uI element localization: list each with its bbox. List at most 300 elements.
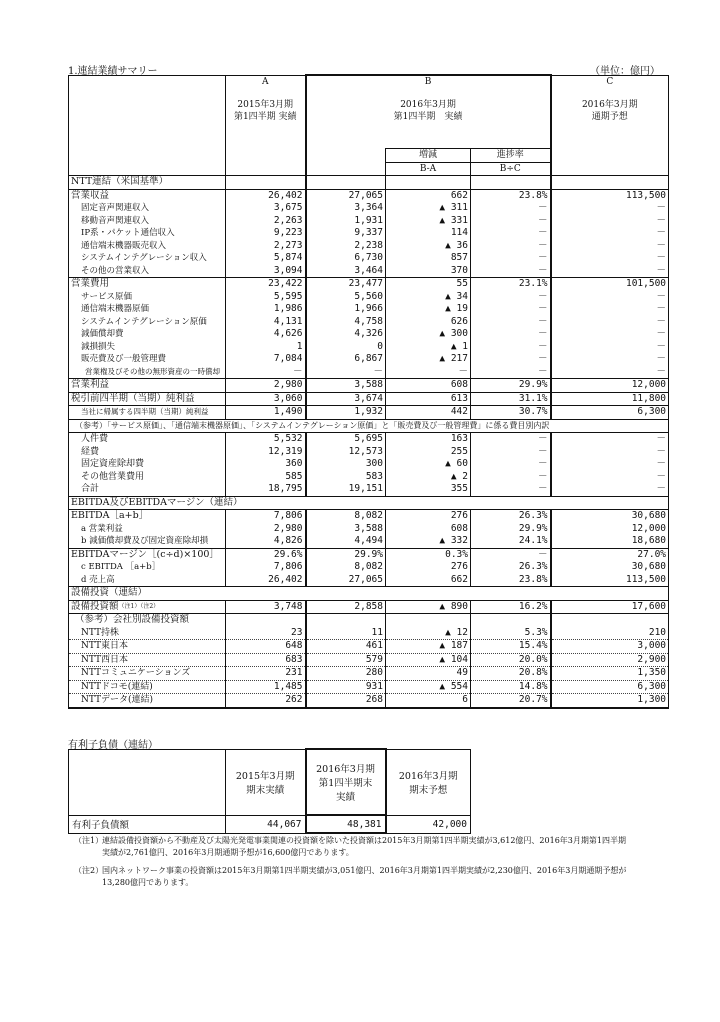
col-progress-label: 進捗率 — [471, 149, 551, 163]
row-label: NTTドコモ(連結) — [69, 680, 226, 694]
value-progress: － — [471, 215, 551, 228]
value-c: 101,500 — [551, 278, 669, 291]
summary-table — [68, 74, 669, 709]
value-c: 210 — [551, 627, 669, 640]
row-label: 通信端末機器販売収入 — [69, 240, 226, 253]
row-label: サービス原価 — [69, 291, 226, 304]
value-progress: 16.2% — [471, 600, 551, 614]
value-progress: － — [471, 446, 551, 459]
value-diff: 163 — [386, 433, 471, 446]
value-c: － — [551, 215, 669, 228]
value-c: － — [551, 291, 669, 304]
value-a: 1,986 — [226, 303, 306, 316]
section-ntt: NTT連結（米国基準） — [69, 176, 226, 190]
debt-value-3: 42,000 — [386, 815, 471, 833]
row-label: 営業費用 — [69, 278, 226, 291]
value-a: 18,795 — [226, 483, 306, 496]
value-c: 12,000 — [551, 523, 669, 536]
value-diff: ▲ 331 — [386, 215, 471, 228]
row-label: 減損損失 — [69, 341, 226, 354]
value-b: 23,477 — [306, 278, 386, 291]
row-label: a 営業利益 — [69, 523, 226, 536]
value-b: 1,931 — [306, 215, 386, 228]
value-a: 648 — [226, 640, 306, 654]
value-diff: ▲ 311 — [386, 202, 471, 215]
value-progress: － — [471, 265, 551, 278]
value-diff: 370 — [386, 265, 471, 278]
table-row — [69, 667, 669, 681]
table-row — [69, 75, 669, 89]
table-row — [69, 392, 669, 406]
value-progress: 30.7% — [471, 406, 551, 420]
debt-label: 有利子負債額 — [69, 815, 226, 833]
table-row — [69, 535, 669, 548]
value-c: 30,680 — [551, 561, 669, 574]
unit-label: （単位：億円） — [590, 66, 660, 77]
value-a: 23 — [226, 627, 306, 640]
value-progress: 23.8% — [471, 189, 551, 202]
blank — [226, 614, 306, 627]
header-blank — [226, 162, 306, 176]
value-c: 2,900 — [551, 653, 669, 667]
value-b: 8,082 — [306, 561, 386, 574]
note-1: （注1） 連結設備投資額から不動産及び太陽光発電事業関連の投資額を除いた投資額は2015年3月期第1四半期実績が3,612億円、2016年3月期第1四半期 実績が2,761億円、2016年3月期通期予想が16,600億円であります。 — [74, 836, 626, 857]
table-row — [69, 483, 669, 496]
value-diff: ▲ 332 — [386, 535, 471, 548]
row-label: 経費 — [69, 446, 226, 459]
value-c: － — [551, 227, 669, 240]
value-b: 931 — [306, 680, 386, 694]
value-b: 29.9% — [306, 548, 386, 561]
value-a: 7,806 — [226, 510, 306, 523]
value-progress: － — [471, 328, 551, 341]
value-a: 7,806 — [226, 561, 306, 574]
col-b-letter: B — [306, 75, 551, 89]
table-row — [69, 353, 669, 366]
section-capex: 設備投資（連結） — [69, 587, 669, 601]
debt-header-2: 2016年3月期 第1四半期末 実績 — [306, 749, 386, 815]
capex-ref-label: （参考）会社別設備投資額 — [69, 614, 226, 627]
table-row — [69, 341, 669, 354]
table-row — [69, 471, 669, 484]
table-row — [69, 278, 669, 291]
table-row — [69, 406, 669, 420]
value-diff: 49 — [386, 667, 471, 681]
value-progress: 29.9% — [471, 523, 551, 536]
row-label: 固定資産除却費 — [69, 458, 226, 471]
row-label: 税引前四半期（当期）純利益 — [69, 392, 226, 406]
header-blank — [69, 89, 226, 149]
table-row — [69, 215, 669, 228]
value-a: 3,748 — [226, 600, 306, 614]
value-b: 27,065 — [306, 189, 386, 202]
value-c: － — [551, 433, 669, 446]
value-c: 1,300 — [551, 694, 669, 708]
table-row — [69, 548, 669, 561]
value-b: 583 — [306, 471, 386, 484]
value-diff: ▲ 554 — [386, 680, 471, 694]
table-row — [69, 433, 669, 446]
value-progress: － — [471, 353, 551, 366]
value-a: 4,131 — [226, 316, 306, 329]
value-a: 4,626 — [226, 328, 306, 341]
value-a: 9,223 — [226, 227, 306, 240]
value-diff: 276 — [386, 561, 471, 574]
value-a: 5,532 — [226, 433, 306, 446]
value-c: 12,000 — [551, 379, 669, 393]
value-c: 113,500 — [551, 189, 669, 202]
value-c: 1,350 — [551, 667, 669, 681]
row-label: システムインテグレーション原価 — [69, 316, 226, 329]
value-progress: － — [471, 483, 551, 496]
row-label: 当社に帰属する四半期（当期）純利益 — [69, 406, 226, 420]
table-row — [69, 510, 669, 523]
reference-note: （参考）「サービス原価」、「通信端末機器原価」、「システムインテグレーション原価」と「販売費及び一般管理費」に係る費目別内訳 — [69, 419, 669, 433]
value-b: 280 — [306, 667, 386, 681]
value-a: 231 — [226, 667, 306, 681]
value-progress: 20.0% — [471, 653, 551, 667]
header-blank — [551, 162, 669, 176]
row-label: その他の営業収入 — [69, 265, 226, 278]
value-c: － — [551, 316, 669, 329]
value-a: 26,402 — [226, 189, 306, 202]
value-b: 3,588 — [306, 523, 386, 536]
value-b: 461 — [306, 640, 386, 654]
value-c: － — [551, 471, 669, 484]
value-a: 1,485 — [226, 680, 306, 694]
blank — [471, 176, 551, 190]
value-a: 5,874 — [226, 252, 306, 265]
value-a: 29.6% — [226, 548, 306, 561]
value-progress: 14.8% — [471, 680, 551, 694]
value-c: 6,300 — [551, 406, 669, 420]
row-label: 合計 — [69, 483, 226, 496]
value-progress: 5.3% — [471, 627, 551, 640]
value-diff: 662 — [386, 189, 471, 202]
row-label: NTT西日本 — [69, 653, 226, 667]
value-progress: － — [471, 202, 551, 215]
table-row — [69, 328, 669, 341]
row-label: NTT東日本 — [69, 640, 226, 654]
table-row — [69, 149, 669, 163]
row-label: 営業収益 — [69, 189, 226, 202]
value-b: 4,758 — [306, 316, 386, 329]
value-a: 4,826 — [226, 535, 306, 548]
blank — [386, 614, 471, 627]
value-b: 5,695 — [306, 433, 386, 446]
table-row — [69, 419, 669, 433]
value-diff: － — [386, 366, 471, 379]
value-c: － — [551, 252, 669, 265]
debt-value-2: 48,381 — [306, 815, 386, 833]
value-c: － — [551, 303, 669, 316]
value-b: 12,573 — [306, 446, 386, 459]
value-progress: － — [471, 291, 551, 304]
row-label: NTTデータ(連結) — [69, 694, 226, 708]
value-a: 1 — [226, 341, 306, 354]
col-diff-formula: B-A — [386, 162, 471, 176]
value-c: － — [551, 458, 669, 471]
value-progress: － — [471, 240, 551, 253]
value-diff: ▲ 12 — [386, 627, 471, 640]
value-a: 26,402 — [226, 574, 306, 587]
value-a: 1,490 — [226, 406, 306, 420]
value-progress: 15.4% — [471, 640, 551, 654]
value-diff: ▲ 19 — [386, 303, 471, 316]
value-progress: － — [471, 458, 551, 471]
value-diff: 6 — [386, 694, 471, 708]
value-diff: 626 — [386, 316, 471, 329]
value-a: 3,675 — [226, 202, 306, 215]
table-row — [69, 523, 669, 536]
value-diff: ▲ 2 — [386, 471, 471, 484]
value-diff: ▲ 34 — [386, 291, 471, 304]
table-row — [69, 176, 669, 190]
table-row — [69, 366, 669, 379]
value-b: 11 — [306, 627, 386, 640]
row-label: その他営業費用 — [69, 471, 226, 484]
capex-label: 設備投資額$^{(注1)(注2)}$ — [69, 600, 226, 614]
value-b: 1,932 — [306, 406, 386, 420]
table-row — [69, 653, 669, 667]
table-row — [69, 561, 669, 574]
value-diff: ▲ 60 — [386, 458, 471, 471]
value-a: 12,319 — [226, 446, 306, 459]
value-diff: ▲ 187 — [386, 640, 471, 654]
page-title: 1.連結業績サマリー — [68, 66, 158, 77]
row-label: 移動音声関連収入 — [69, 215, 226, 228]
value-diff: 0.3% — [386, 548, 471, 561]
table-row — [69, 614, 669, 627]
blank — [386, 176, 471, 190]
col-a-letter: A — [226, 75, 306, 89]
value-c: － — [551, 483, 669, 496]
value-progress: － — [471, 366, 551, 379]
value-c: － — [551, 366, 669, 379]
blank — [551, 614, 669, 627]
col-c-label: 2016年3月期 通期予想 — [551, 89, 669, 149]
value-c: 6,300 — [551, 680, 669, 694]
row-label: 通信端末機器原価 — [69, 303, 226, 316]
value-c: 30,680 — [551, 510, 669, 523]
value-progress: 29.9% — [471, 379, 551, 393]
value-a: 7,084 — [226, 353, 306, 366]
table-row — [69, 189, 669, 202]
value-b: 3,464 — [306, 265, 386, 278]
table-row — [69, 89, 669, 149]
blank — [306, 614, 386, 627]
table-row — [69, 458, 669, 471]
value-progress: － — [471, 252, 551, 265]
debt-header-blank — [69, 749, 226, 815]
value-diff: ▲ 36 — [386, 240, 471, 253]
table-row — [69, 265, 669, 278]
value-c: 27.0% — [551, 548, 669, 561]
debt-table — [68, 748, 471, 834]
value-b: 19,151 — [306, 483, 386, 496]
value-progress: － — [471, 471, 551, 484]
row-label: システムインテグレーション収入 — [69, 252, 226, 265]
value-b: 0 — [306, 341, 386, 354]
table-row — [69, 303, 669, 316]
debt-value-1: 44,067 — [226, 815, 306, 833]
value-progress: 20.7% — [471, 694, 551, 708]
table-row — [69, 640, 669, 654]
table-row — [69, 227, 669, 240]
value-a: 262 — [226, 694, 306, 708]
value-a: 2,980 — [226, 523, 306, 536]
value-b: 9,337 — [306, 227, 386, 240]
header-blank — [69, 75, 226, 89]
header-blank — [306, 149, 386, 163]
value-c: － — [551, 446, 669, 459]
value-b: 2,858 — [306, 600, 386, 614]
value-a: 23,422 — [226, 278, 306, 291]
table-row — [69, 496, 669, 510]
value-c: 17,600 — [551, 600, 669, 614]
value-a: 5,595 — [226, 291, 306, 304]
section-ebitda: EBITDA及びEBITDAマージン（連結） — [69, 496, 669, 510]
value-a: 2,263 — [226, 215, 306, 228]
table-row — [69, 316, 669, 329]
value-b: 6,867 — [306, 353, 386, 366]
value-diff: ▲ 104 — [386, 653, 471, 667]
value-a: 585 — [226, 471, 306, 484]
value-diff: 608 — [386, 523, 471, 536]
value-progress: 23.8% — [471, 574, 551, 587]
value-diff: 613 — [386, 392, 471, 406]
value-progress: － — [471, 227, 551, 240]
blank — [226, 176, 306, 190]
value-b: 5,560 — [306, 291, 386, 304]
blank — [471, 614, 551, 627]
value-b: 8,082 — [306, 510, 386, 523]
table-row — [69, 291, 669, 304]
row-label: IP系・パケット通信収入 — [69, 227, 226, 240]
value-c: 18,680 — [551, 535, 669, 548]
blank — [551, 176, 669, 190]
value-a: 360 — [226, 458, 306, 471]
value-progress: 26.3% — [471, 510, 551, 523]
value-diff: 662 — [386, 574, 471, 587]
debt-header-3: 2016年3月期 期末予想 — [386, 749, 471, 815]
debt-section-title: 有利子負債（連結） — [68, 740, 158, 751]
value-diff: 442 — [386, 406, 471, 420]
value-b: － — [306, 366, 386, 379]
value-progress: 24.1% — [471, 535, 551, 548]
value-b: 4,326 — [306, 328, 386, 341]
value-c: － — [551, 240, 669, 253]
header-blank — [306, 162, 386, 176]
col-b-label: 2016年3月期 第1四半期 実績 — [306, 89, 551, 149]
row-label: c EBITDA ［a+b］ — [69, 561, 226, 574]
value-a: 2,980 — [226, 379, 306, 393]
row-label: 人件費 — [69, 433, 226, 446]
value-progress: 26.3% — [471, 561, 551, 574]
value-diff: ▲ 890 — [386, 600, 471, 614]
note-2: （注2） 国内ネットワーク事業の投資額は2015年3月期第1四半期実績が3,051億円、2016年3月期第1四半期実績が2,230億円、2016年3月期通期予想が 13,280億円であります。 — [74, 866, 627, 887]
row-label: 減価償却費 — [69, 328, 226, 341]
value-b: 2,238 — [306, 240, 386, 253]
value-diff: 114 — [386, 227, 471, 240]
col-diff-label: 増減 — [386, 149, 471, 163]
header-blank — [69, 162, 226, 176]
value-b: 268 — [306, 694, 386, 708]
row-label: EBITDA［a+b］ — [69, 510, 226, 523]
debt-header-1: 2015年3月期 期末実績 — [226, 749, 306, 815]
table-row — [69, 446, 669, 459]
header-blank — [226, 149, 306, 163]
row-label: 営業権及びその他の無形資産の一時償却 — [69, 366, 226, 379]
value-progress: － — [471, 548, 551, 561]
value-diff: ▲ 300 — [386, 328, 471, 341]
table-row — [69, 379, 669, 393]
value-diff: 276 — [386, 510, 471, 523]
value-c: － — [551, 202, 669, 215]
row-label: b 減価償却費及び固定資産除却損 — [69, 535, 226, 548]
value-b: 3,588 — [306, 379, 386, 393]
value-a: 2,273 — [226, 240, 306, 253]
value-a: 3,094 — [226, 265, 306, 278]
value-diff: ▲ 1 — [386, 341, 471, 354]
table-row — [69, 162, 669, 176]
row-label: 固定音声関連収入 — [69, 202, 226, 215]
table-row — [69, 694, 669, 708]
value-c: － — [551, 353, 669, 366]
blank — [306, 176, 386, 190]
value-progress: － — [471, 341, 551, 354]
value-diff: 55 — [386, 278, 471, 291]
value-b: 3,364 — [306, 202, 386, 215]
header-blank — [69, 149, 226, 163]
row-label: NTTコミュニケーションズ — [69, 667, 226, 681]
value-a: 3,060 — [226, 392, 306, 406]
value-diff: 255 — [386, 446, 471, 459]
value-b: 27,065 — [306, 574, 386, 587]
table-row — [69, 587, 669, 601]
value-a: 683 — [226, 653, 306, 667]
value-b: 1,966 — [306, 303, 386, 316]
value-progress: － — [471, 433, 551, 446]
table-row — [69, 240, 669, 253]
table-row — [69, 680, 669, 694]
value-progress: － — [471, 303, 551, 316]
value-b: 4,494 — [306, 535, 386, 548]
col-c-letter: C — [551, 75, 669, 89]
value-diff: 355 — [386, 483, 471, 496]
value-b: 300 — [306, 458, 386, 471]
col-progress-formula: B÷C — [471, 162, 551, 176]
value-diff: 857 — [386, 252, 471, 265]
table-row — [69, 252, 669, 265]
value-diff: 608 — [386, 379, 471, 393]
row-label: 販売費及び一般管理費 — [69, 353, 226, 366]
col-a-label: 2015年3月期 第1四半期 実績 — [226, 89, 306, 149]
value-progress: 20.8% — [471, 667, 551, 681]
value-c: 11,800 — [551, 392, 669, 406]
value-b: 6,730 — [306, 252, 386, 265]
row-label: NTT持株 — [69, 627, 226, 640]
value-b: 3,674 — [306, 392, 386, 406]
row-label: d 売上高 — [69, 574, 226, 587]
value-a: － — [226, 366, 306, 379]
value-progress: 31.1% — [471, 392, 551, 406]
value-c: － — [551, 265, 669, 278]
row-label: 営業利益 — [69, 379, 226, 393]
value-c: 113,500 — [551, 574, 669, 587]
value-progress: － — [471, 316, 551, 329]
value-c: 3,000 — [551, 640, 669, 654]
